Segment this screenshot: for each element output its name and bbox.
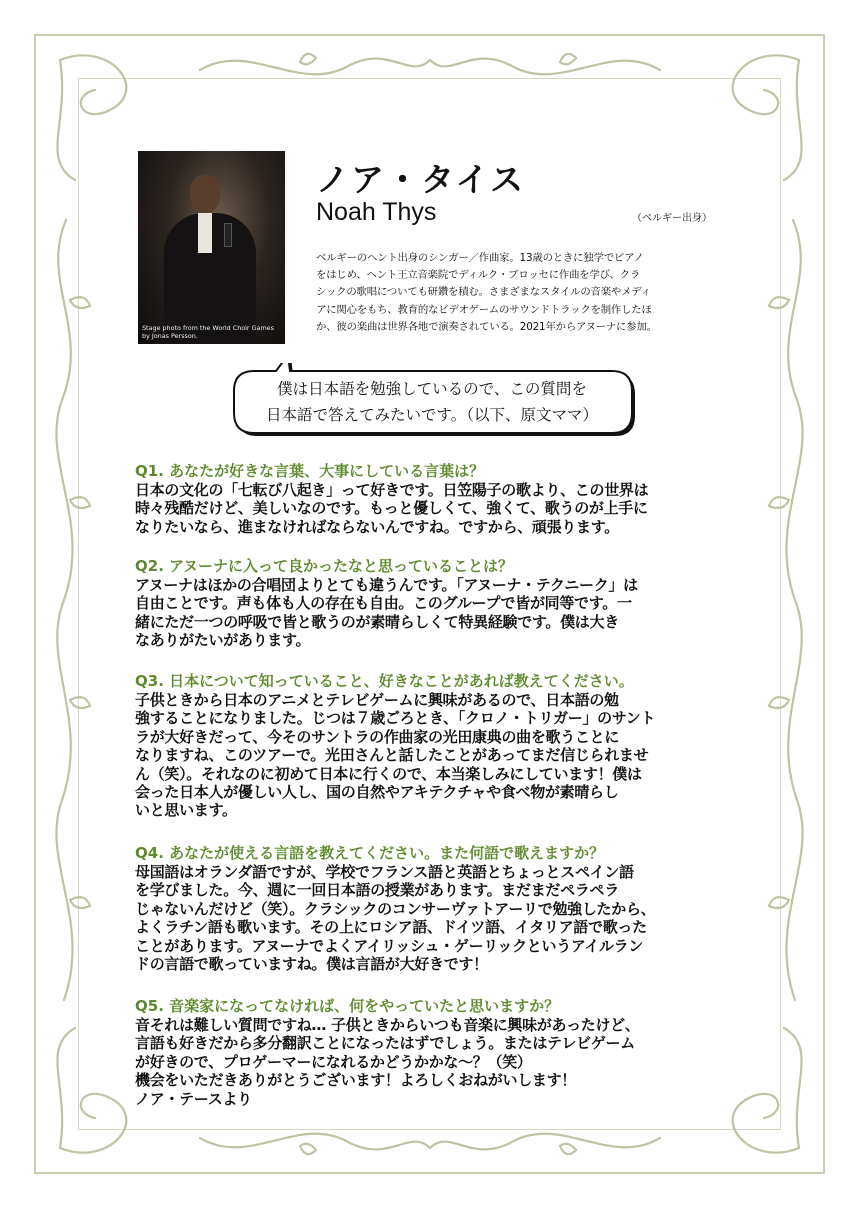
answer-line: なりたいなら、進まなければならないんですね。ですから、頑張ります。 [135,517,619,536]
answer-line: ラが大好きだって、今そのサントラの作曲家の光田康典の曲を歌うことに [135,727,620,746]
question-heading: Q2. アヌーナに入って良かったなと思っていることは？ [135,557,514,575]
answer-line: 機会をいただきありがとうございます！よろしくおねがいします！ [135,1071,577,1090]
bio-line: か、彼の楽曲は世界各地で演奏されている。2021年からアヌーナに参加。 [316,320,657,333]
photo-credit-line: Stage photo from the World Choir Games [142,324,274,332]
qa-block-2 [135,556,735,650]
answer-line: アヌーナはほかの合唱団よりとても違うんです。「アヌーナ・テクニーク」は [135,576,638,594]
answer-line: ノア・テースより [135,1089,252,1108]
answer-line: ことがあります。アヌーナでよくアイリッシュ・ゲーリックというアイルラン [135,936,644,955]
question-heading: Q1. あなたが好きな言葉、大事にしている言葉は？ [135,462,485,480]
answer-line: が好きので、プロゲーマーになれるかどうかかな～？（笑） [135,1052,532,1071]
answer-line: なありがたいがあります。 [135,631,311,650]
answer-text [135,576,735,650]
answer-line: 子供ときから日本のアニメとテレビゲームに興味があるので、日本語の勉 [135,691,619,709]
bubble-text [254,376,610,428]
photo-figure-head [190,175,220,213]
photo-credit-line: by Jonas Persson. [142,332,198,340]
bio-paragraph [316,250,726,336]
question-heading: Q5. 音楽家になってなければ、何をやっていたと思いますか？ [135,997,560,1015]
bubble-line: 僕は日本語を勉強しているので、この質問を [277,380,587,398]
answer-line: を学びました。今、週に一回日本語の授業があります。まだまだペラペラ [135,881,619,900]
bio-line: をはじめ、ヘント王立音楽院でディルク・ブロッセに作曲を学び、クラ [316,269,641,282]
answer-line: ん（笑）。それなのに初めて日本に行くので、本当楽しみにしています！僕は [135,764,642,783]
answer-text [135,481,735,536]
answer-line: いと思います。 [135,801,237,820]
bubble-line: 日本語で答えてみたいです。（以下、原文ママ） [265,406,598,424]
answer-line: 日本の文化の「七転び八起き」って好きです。日笠陽子の歌より、この世界は [135,481,649,499]
bio-line: ベルギーのヘント出身のシンガー／作曲家。13歳のときに独学でピアノ [316,252,644,264]
answer-line: 言語も好きだから多分翻訳ことになったはずでしょう。またはテレビゲーム [135,1034,635,1053]
photo-figure-shirt [198,213,212,253]
answer-line: 時々残酷だけど、美しいなのです。もっと優しくて、強くて、歌うのが上手に [135,499,648,518]
answer-line: 緒にただ一つの呼吸で皆と歌うのが素晴らしくて特異経験です。僕は大き [135,612,619,631]
bio-line: シックの歌唱についても研鑽を積む。さまざまなスタイルの音楽やメディ [316,286,651,299]
question-heading: Q3. 日本について知っていること、好きなことがあれば教えてください。 [135,672,634,690]
qa-block-5 [135,996,735,1108]
origin-note: （ベルギー出身） [632,213,712,224]
answer-line: 強することになりました。じつは７歳ごろとき、「クロノ・トリガー」のサント [135,709,656,728]
answer-text [135,1016,735,1108]
qa-block-4 [135,843,735,973]
portrait-photo [138,151,285,344]
answer-line: 会った日本人が優しい人し、国の自然やアキテクチャや食べ物が素晴らし [135,783,619,802]
answer-line: じゃないんだけど（笑）。クラシックのコンサーヴァトアーリで勉強したから、 [135,899,656,918]
question-heading: Q4. あなたが使える言語を教えてください。また何語で歌えますか？ [135,844,605,862]
bio-line: アに関心をもち、教育的なビデオゲームのサウンドトラックを制作したほ [316,303,652,316]
qa-block-1 [135,461,735,536]
qa-block-3 [135,671,735,820]
answer-text [135,691,735,820]
answer-line: ドの言語で歌っていますね。僕は言語が大好きです！ [135,955,488,974]
microphone-icon [224,223,232,247]
answer-text [135,863,735,973]
answer-line: 母国語はオランダ語ですが、学校でフランス語と英語とちょっとスペイン語 [135,863,634,881]
name-japanese: ノア・タイス [316,160,526,199]
photo-credit [142,324,284,340]
answer-line: 自由ことです。声も体も人の存在も自由。このグループで皆が同等です。一 [135,594,632,613]
answer-line: なりますね、このツアーで。光田さんと話したことがあってまだ信じられませ [135,746,649,765]
name-english: Noah Thys [316,198,437,226]
answer-line: 音それは難しい質問ですね… 子供ときからいつも音楽に興味があったけど、 [135,1016,640,1034]
answer-line: よくラチン語も歌います。その上にロシア語、ドイツ語、イタリア語で歌った [135,918,647,937]
